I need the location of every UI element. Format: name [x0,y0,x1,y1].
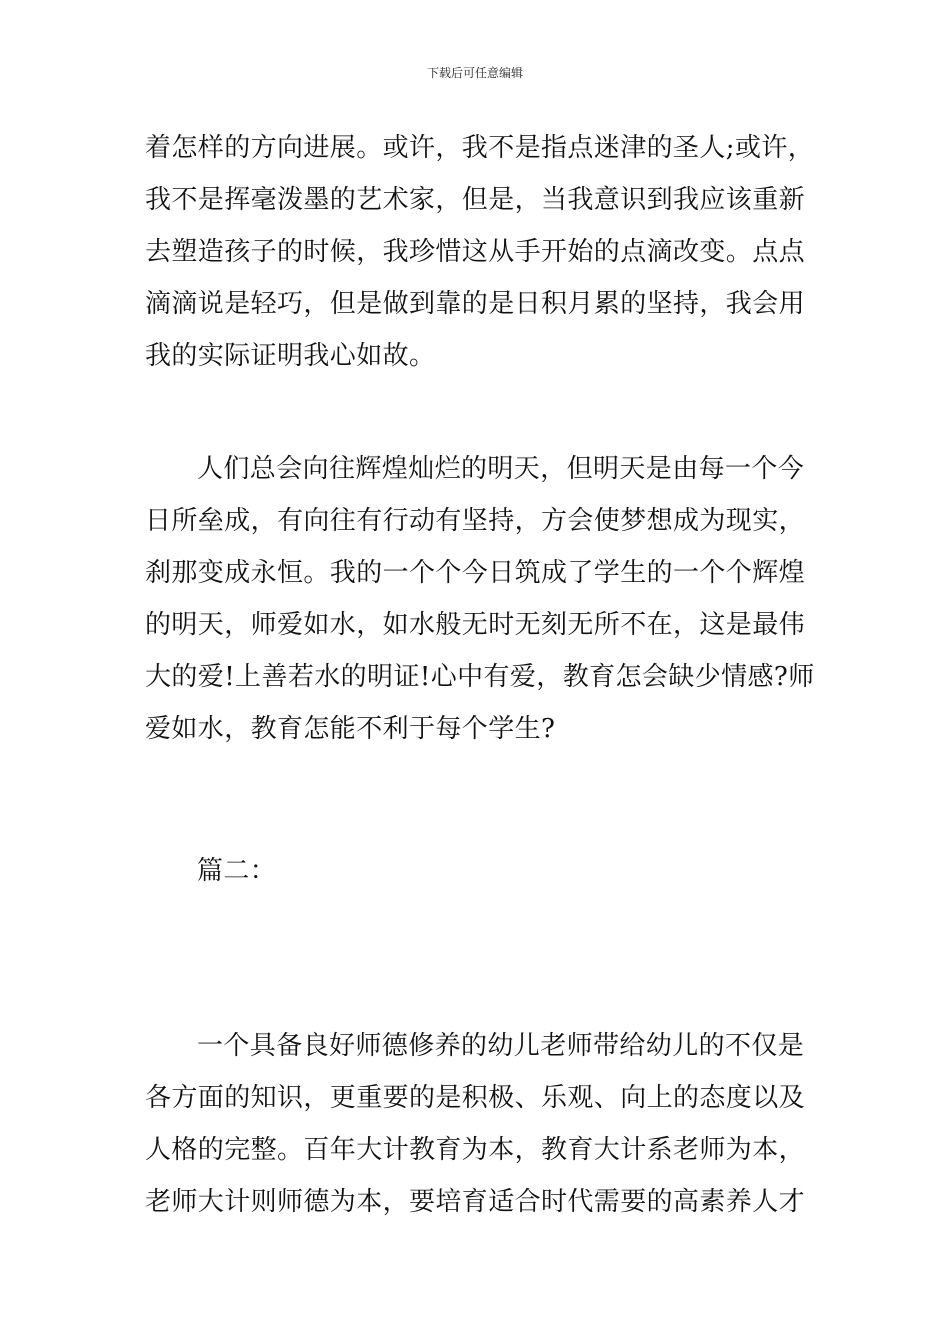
section-heading-text: 篇二： [197,856,277,886]
paragraph-teacher-ethics [145,1020,810,1228]
text-line: 的明天，师爱如水，如水般无时无刻无所不在，这是最伟 [145,610,806,640]
text-line: 一个具备良好师德修养的幼儿老师带给幼儿的不仅是 [197,1031,805,1061]
text-line: 老师大计则师德为本，要培育适合时代需要的高素养人才 [145,1187,806,1217]
text-line: 大的爱!上善若水的明证!心中有爱，教育怎会缺少情感?师 [145,662,815,692]
section-heading [145,845,810,897]
text-line: 爱如水，教育怎能不利于每个学生? [145,714,556,744]
text-line: 我不是挥毫泼墨的艺术家，但是，当我意识到我应该重新 [145,185,806,215]
text-line: 去塑造孩子的时候，我珍惜这从手开始的点滴改变。点点 [145,237,806,267]
text-line: 人格的完整。百年大计教育为本，教育大计系老师为本， [145,1135,806,1165]
text-line: 人们总会向往辉煌灿烂的明天，但明天是由每一个今 [197,454,805,484]
text-line: 着怎样的方向进展。或许，我不是指点迷津的圣人;或许， [145,133,815,163]
paragraph-teacher-love [145,443,815,755]
text-line: 各方面的知识，更重要的是积极、乐观、向上的态度以及 [145,1083,806,1113]
text-line: 我的实际证明我心如故。 [145,341,436,371]
text-line: 日所垒成，有向往有行动有坚持，方会使梦想成为现实， [145,506,806,536]
page-header: 下载后可任意编辑 [426,66,523,80]
text-line: 滴滴说是轻巧，但是做到靠的是日积月累的坚持，我会用 [145,289,806,319]
text-line: 刹那变成永恒。我的一个个今日筑成了学生的一个个辉煌 [145,558,806,588]
paragraph-continuation [145,122,815,382]
